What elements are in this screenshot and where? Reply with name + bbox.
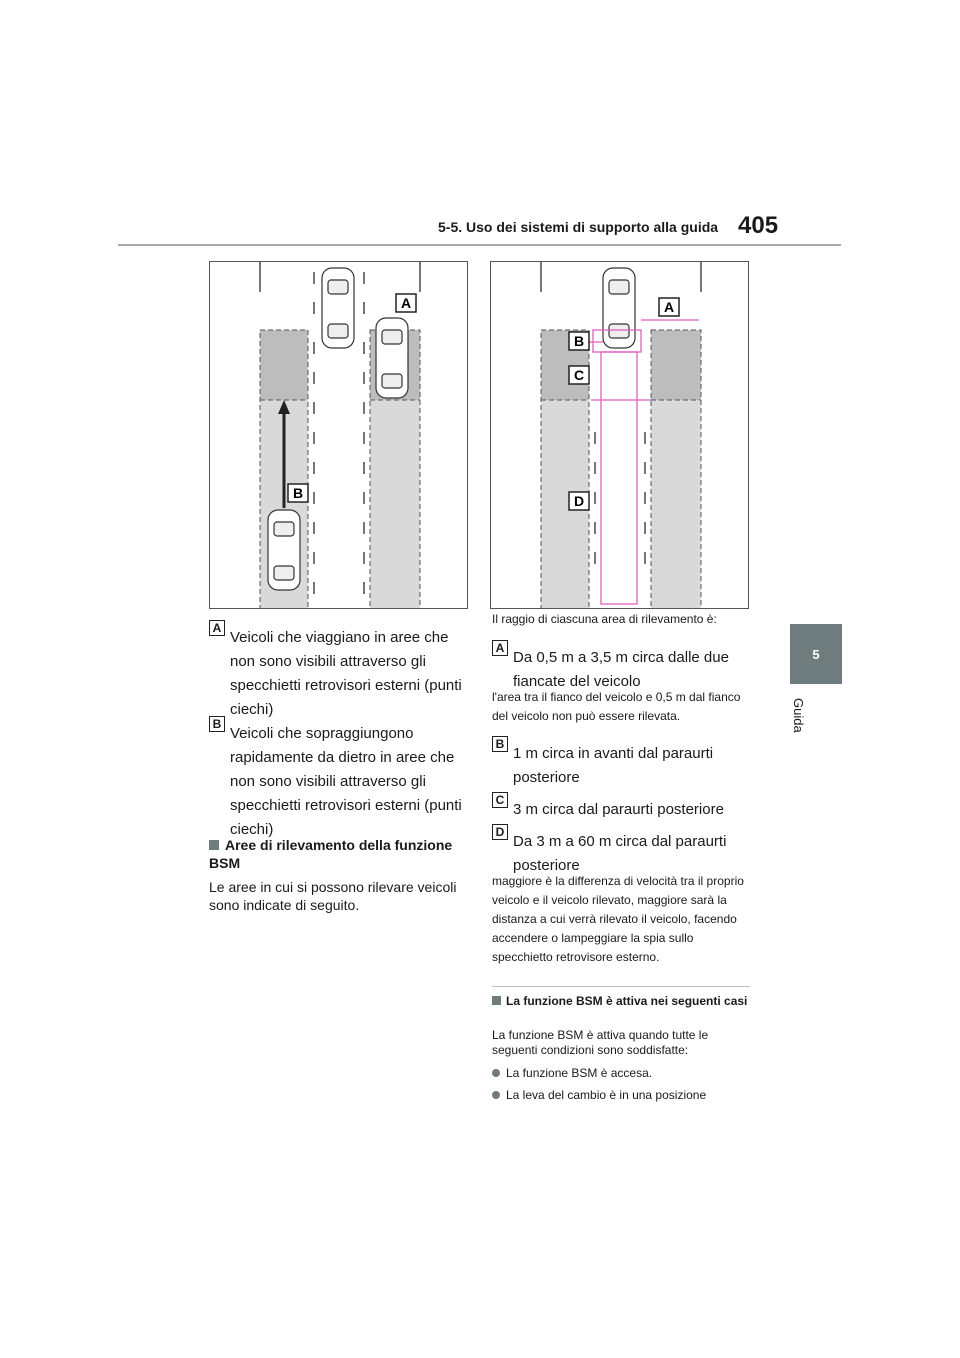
fig-right-label-c: C <box>574 367 585 383</box>
fig-left-label-b: B <box>293 485 304 501</box>
fig-left-label-a: A <box>401 295 412 311</box>
note-d: maggiore è la differenza di velocità tra il proprio veicolo e il veicolo rilevato, maggiore sarà la distanza a cui verrà rilevato il veicolo, facendo accendere o lampeggiare la spia sullo specchietto retrovisore esterno. <box>492 874 744 964</box>
list-item <box>492 640 752 694</box>
figure-blind-spots <box>209 261 468 609</box>
circle-bullet-icon <box>492 1091 500 1099</box>
fig-right-label-a: A <box>664 299 675 315</box>
item-label: B <box>492 736 508 752</box>
item-label: A <box>209 620 225 636</box>
page-number: 405 <box>738 212 779 239</box>
intro-text: Il raggio di ciascuna area di rilevamento è: <box>492 612 717 626</box>
chapter-tab <box>790 624 842 684</box>
bullet-item: La funzione BSM è accesa. <box>492 1066 750 1081</box>
note-a: l'area tra il fianco del veicolo e 0,5 m dal fianco del veicolo non può essere rilevata. <box>492 690 741 723</box>
item-label: D <box>492 824 508 840</box>
list-item <box>209 620 469 722</box>
section-heading: Aree di rilevamento della funzione BSM <box>209 837 453 871</box>
item-label: C <box>492 792 508 808</box>
circle-bullet-icon <box>492 1069 500 1077</box>
item-text: Da 0,5 m a 3,5 m circa dalle due fiancate del veicolo <box>513 649 729 690</box>
section-paragraph-2: La funzione BSM è attiva quando tutte le seguenti condizioni sono soddisfatte: <box>492 1028 709 1057</box>
item-label: B <box>209 716 225 732</box>
fig-right-label-b: B <box>574 333 585 349</box>
fig-right-label-d: D <box>574 493 585 509</box>
list-item <box>492 736 752 790</box>
chapter-number: 5 <box>812 646 820 662</box>
list-item <box>209 716 469 842</box>
section-heading-2: La funzione BSM è attiva nei seguenti casi <box>492 994 750 1009</box>
square-bullet-icon <box>209 840 219 850</box>
divider <box>492 986 750 987</box>
list-item <box>492 824 752 878</box>
item-text: Veicoli che sopraggiungono rapidamente da dietro in aree che non sono visibili attraverso gli specchietti retrovisori esterni (punti ciechi) <box>230 725 462 838</box>
bullet-item: La leva del cambio è in una posizione <box>492 1088 750 1103</box>
item-text: Da 3 m a 60 m circa dal paraurti posteriore <box>513 833 727 874</box>
item-text: 1 m circa in avanti dal paraurti posteriore <box>513 745 714 786</box>
square-bullet-icon <box>492 996 501 1005</box>
chapter-label-wrap <box>786 698 812 758</box>
header-divider <box>118 244 841 246</box>
chapter-label: Guida <box>791 698 806 733</box>
section-paragraph: Le aree in cui si possono rilevare veicoli sono indicate di seguito. <box>209 879 457 913</box>
list-item <box>492 792 752 822</box>
item-label: A <box>492 640 508 656</box>
item-text: Veicoli che viaggiano in aree che non sono visibili attraverso gli specchietti retrovisori esterni (punti ciechi) <box>230 629 462 718</box>
figure-detection-areas <box>490 261 749 609</box>
item-text: 3 m circa dal paraurti posteriore <box>513 801 724 818</box>
section-title: 5-5. Uso dei sistemi di supporto alla guida <box>438 219 719 235</box>
